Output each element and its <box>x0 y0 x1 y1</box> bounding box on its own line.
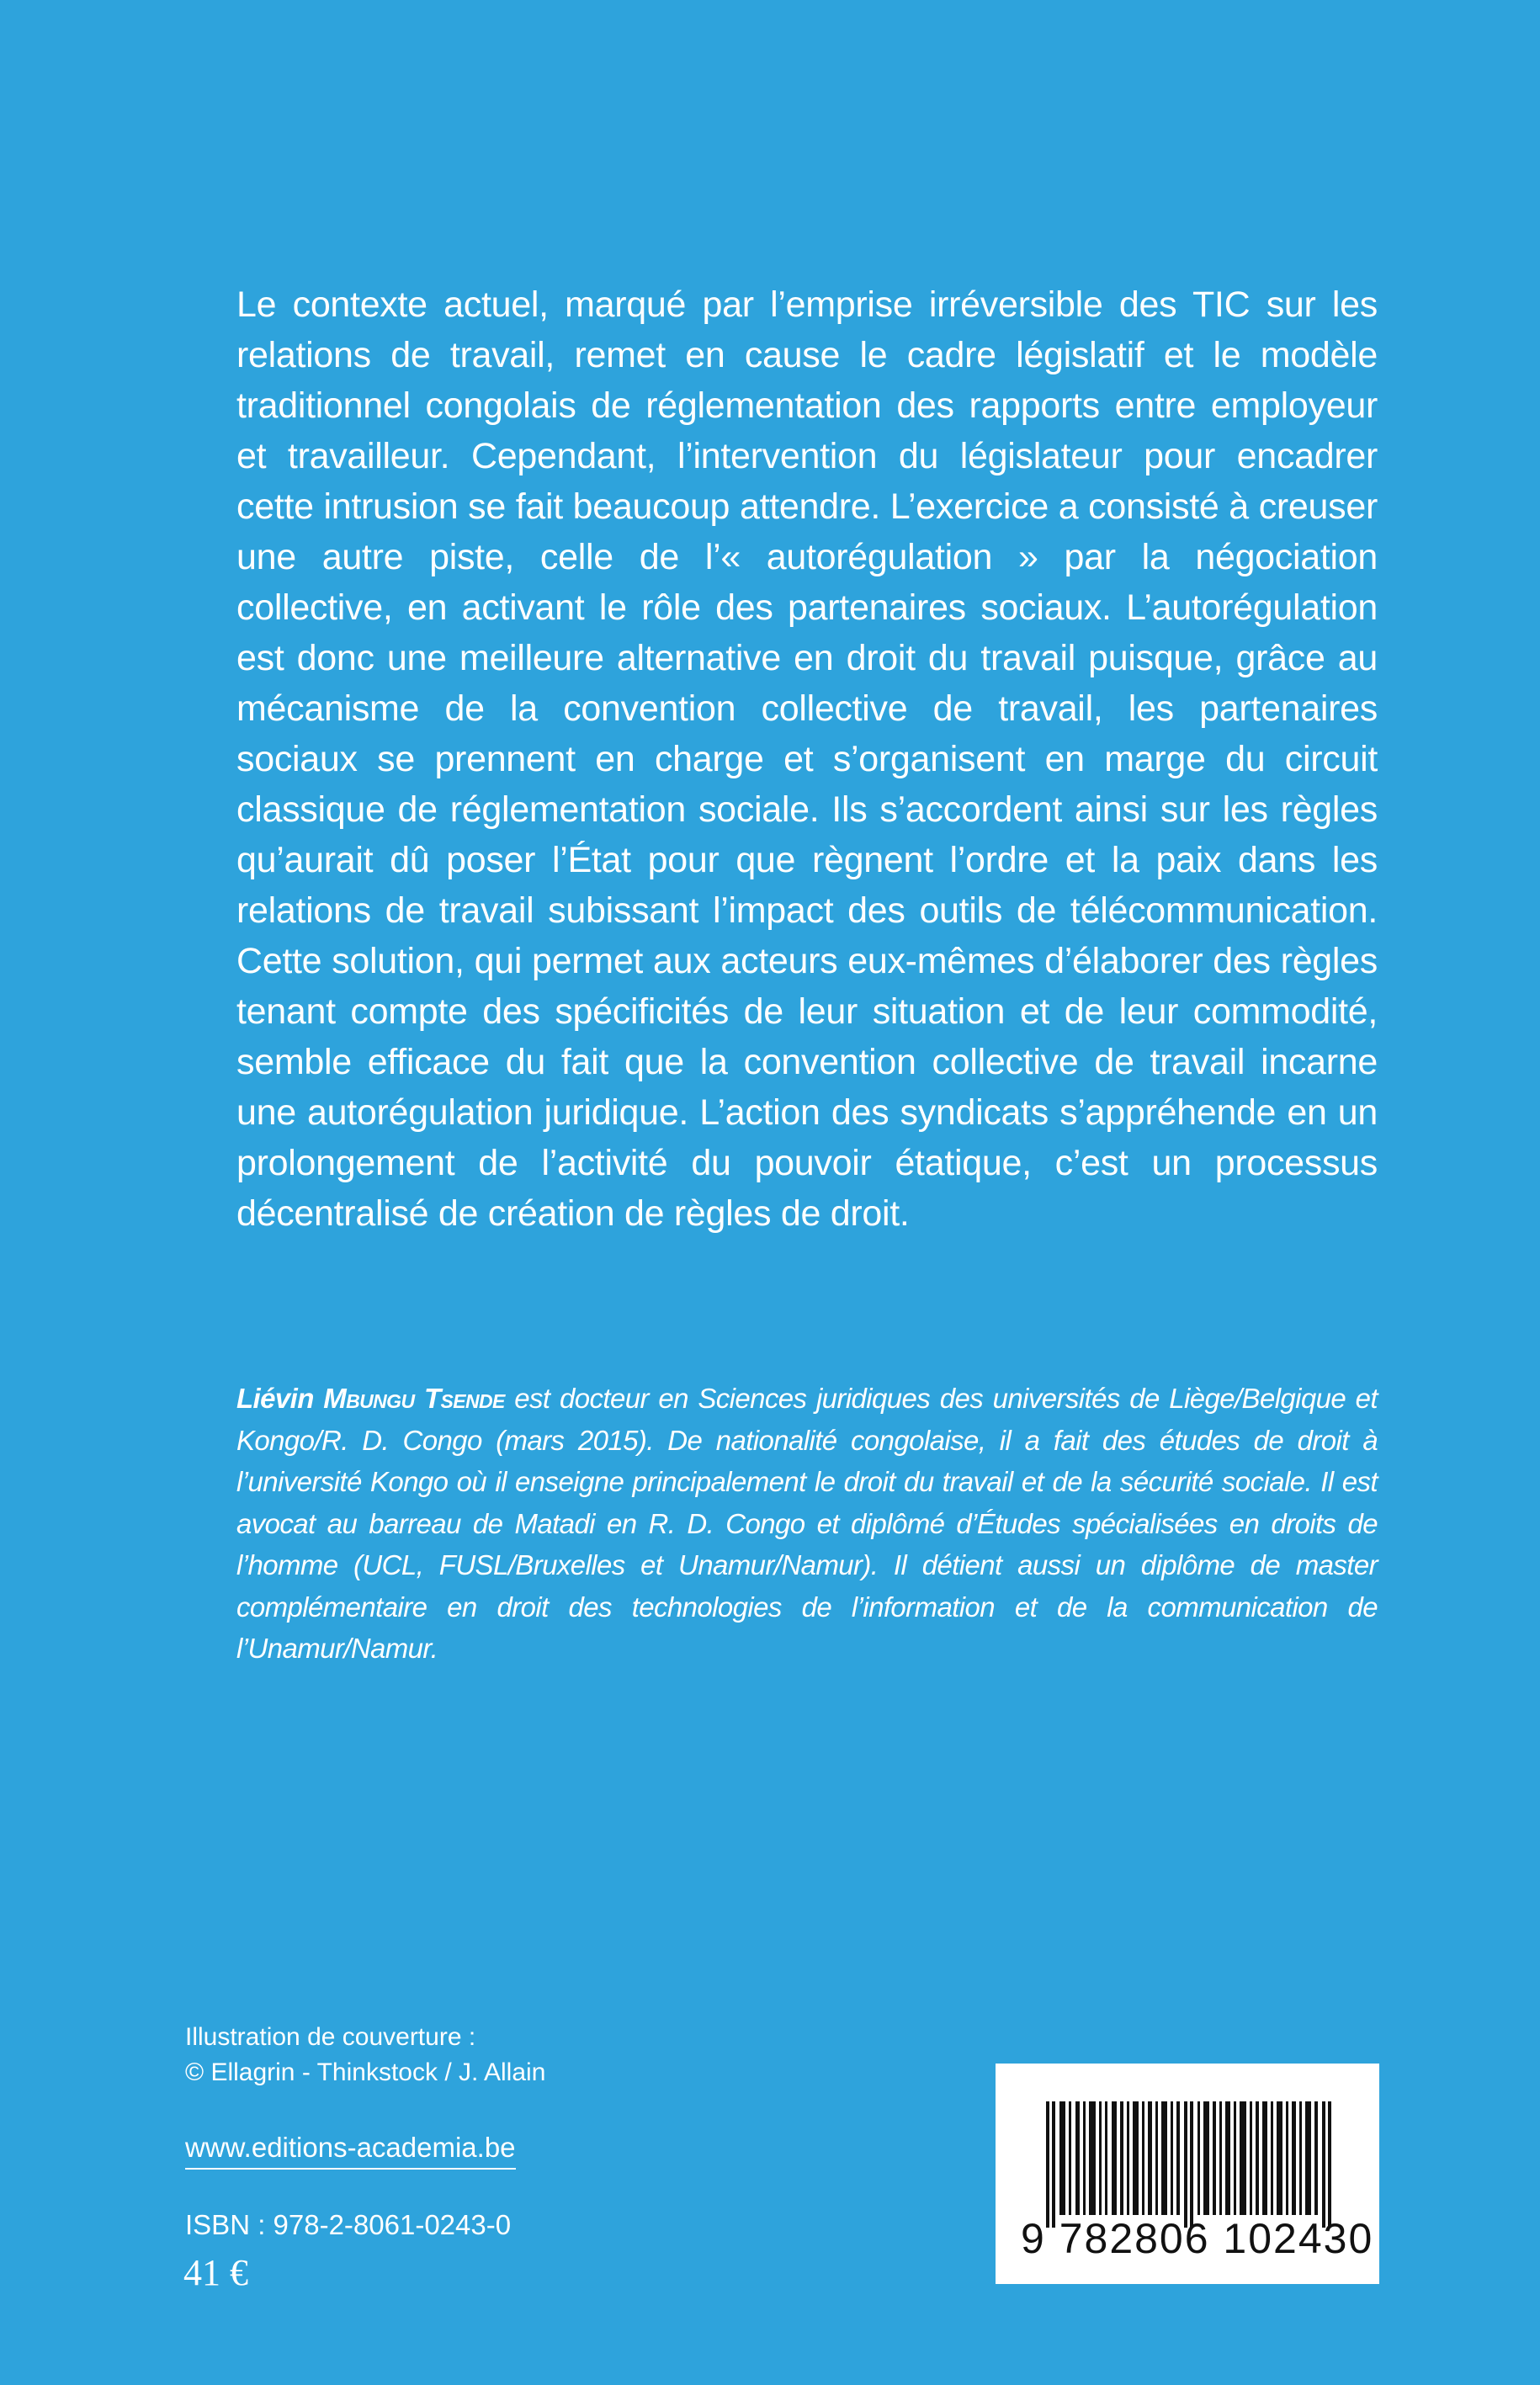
back-cover-summary: Le contexte actuel, marqué par l’emprise irréversible des TIC sur les relations de travail, remet en cause le cadre législatif et le modèle traditionnel congolais de réglementation des rapports entre employeur et travailleur. Cependant, l’intervention du législateur pour encadrer cette intrusion se fait beaucoup attendre. L’exercice a consisté à creuser une autre piste, celle de l’« autorégulation » par la négociation collective, en activant le rôle des partenaires sociaux. L’autorégulation est donc une meilleure alternative en droit du travail puisque, grâce au mécanisme de la convention collective de travail, les partenaires sociaux se prennent en charge et s’organisent en marge du circuit classique de réglementation sociale. Ils s’accordent ainsi sur les règles qu’aurait dû poser l’État pour que règnent l’ordre et la paix dans les relations de travail subissant l’impact des outils de télécommunication. Cette solution, qui permet aux acteurs eux-mêmes d’élaborer des règles tenant compte des spécificités de leur situation et de leur commodité, semble efficace du fait que la convention collective de travail incarne une autorégulation juridique. L’action des syndicats s’appréhende en un prolongement de l’activité du pouvoir étatique, c’est un processus décentralisé de création de règles de droit. <box>236 284 1378 1234</box>
isbn-number: ISBN : 978-2-8061-0243-0 <box>185 2209 512 2240</box>
barcode-digits: 9 782806 102430 <box>1021 2215 1374 2262</box>
credits-photographer: © Ellagrin - Thinkstock / J. Allain <box>185 2058 546 2086</box>
author-bio-text: est docteur en Sciences juridiques des universités de Liège/Belgique et Kongo/R. D. Congo (mars 2015). De nationalité congolaise, il a fait des études de droit à l’université Kongo où il enseigne principalement le droit du travail et de la sécurité sociale. Il est avocat au barreau de Matadi en R. D. Congo et diplômé d’Études spécialisées en droits de l’homme (UCL, FUSL/Bruxelles et Unamur/Namur). Il détient aussi un diplôme de master complémentaire en droit des technologies de l’information et de la communication de l’Unamur/Namur. <box>236 1383 1378 1664</box>
barcode <box>996 2064 1379 2284</box>
price-label: 41 € <box>183 2252 248 2293</box>
cover-credits <box>185 2020 545 2090</box>
credits-title: Illustration de couverture : <box>185 2023 476 2051</box>
publisher-website-link[interactable]: www.editions-academia.be <box>185 2129 516 2170</box>
author-biography <box>236 1378 1378 1670</box>
author-last-name: Mbungu Tsende <box>323 1383 505 1414</box>
author-first-name: Liévin <box>236 1383 314 1414</box>
